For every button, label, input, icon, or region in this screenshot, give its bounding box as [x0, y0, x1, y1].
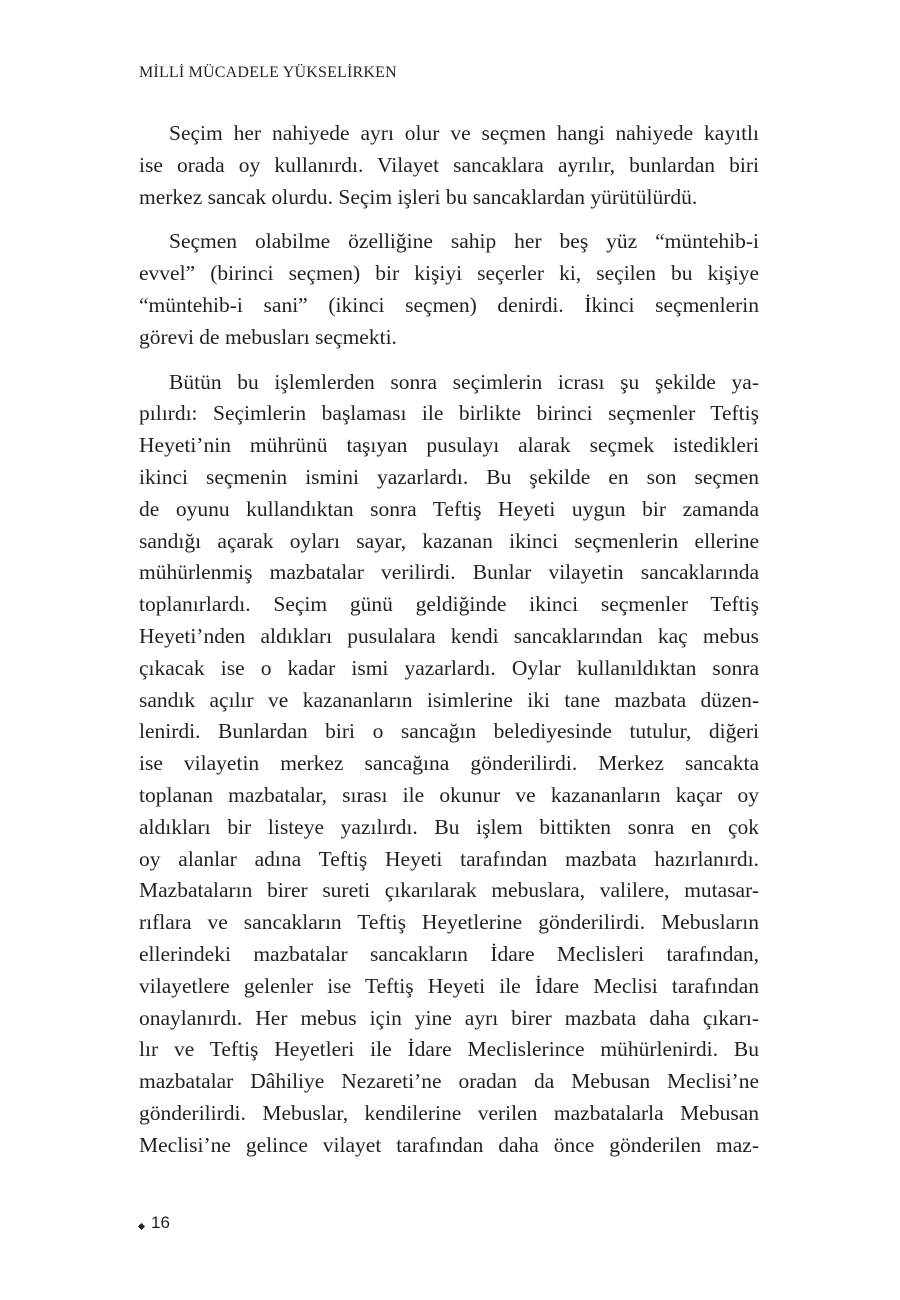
text-line: rıflara ve sancakların Teftiş Heyetlerine gönderilirdi. Mebusların	[139, 910, 759, 935]
body-text	[139, 118, 759, 1175]
text-line: aldıkları bir listeye yazılırdı. Bu işlem bittikten sonra en çok	[139, 814, 759, 839]
paragraph	[139, 118, 759, 213]
text-line: oy alanlar adına Teftiş Heyeti tarafından mazbata hazırlanırdı.	[139, 846, 759, 871]
text-line: vilayetlere gelenler ise Teftiş Heyeti ile İdare Meclisi tarafından	[139, 973, 759, 998]
text-line: çıkacak ise o kadar ismi yazarlardı. Oylar kullanıldıktan sonra	[139, 655, 759, 680]
text-line: Bütün bu işlemlerden sonra seçimlerin icrası şu şekilde ya-	[169, 369, 759, 394]
text-line: Seçmen olabilme özelliğine sahip her beş yüz “müntehib-i	[169, 229, 759, 254]
text-line: mühürlenmiş mazbatalar verilirdi. Bunlar vilayetin sancaklarında	[139, 560, 759, 585]
folio-diamond-icon	[138, 1222, 145, 1229]
text-line: toplanırlardı. Seçim günü geldiğinde ikinci seçmenler Teftiş	[139, 592, 759, 617]
text-line: Seçim her nahiyede ayrı olur ve seçmen hangi nahiyede kayıtlı	[169, 121, 759, 145]
running-head: MİLLİ MÜCADELE YÜKSELİRKEN	[139, 64, 397, 81]
text-line: toplanan mazbatalar, sırası ile okunur ve kazananların kaçar oy	[139, 782, 759, 807]
text-line: Mazbataların birer sureti çıkarılarak mebuslara, valilere, mutasar-	[139, 878, 759, 903]
text-line: “müntehib-i sani” (ikinci seçmen) denirdi. İkinci seçmenlerin	[139, 292, 759, 317]
page-number: 16	[151, 1213, 170, 1232]
text-line: ellerindeki mazbatalar sancakların İdare Meclisleri tarafından,	[139, 941, 759, 966]
text-line: lır ve Teftiş Heyetleri ile İdare Meclislerince mühürlenirdi. Bu	[139, 1037, 759, 1062]
text-line: ikinci seçmenin ismini yazarlardı. Bu şekilde en son seçmen	[139, 464, 759, 489]
text-line: Heyeti’nin mührünü taşıyan pusulayı alarak seçmek istedikleri	[139, 433, 759, 458]
page-footer	[139, 1213, 170, 1233]
text-line: evvel” (birinci seçmen) bir kişiyi seçerler ki, seçilen bu kişiye	[139, 261, 759, 286]
text-line: merkez sancak olurdu. Seçim işleri bu sancaklardan yürütülürdü.	[139, 184, 698, 209]
text-line: pılırdı: Seçimlerin başlaması ile birlikte birinci seçmenler Teftiş	[139, 401, 759, 426]
text-line: mazbatalar Dâhiliye Nezareti’ne oradan da Mebusan Meclisi’ne	[139, 1069, 759, 1094]
text-line: ise orada oy kullanırdı. Vilayet sancaklara ayrılır, bunlardan biri	[139, 152, 759, 177]
text-line: sandık açılır ve kazananların isimlerine iki tane mazbata düzen-	[139, 687, 759, 712]
paragraph	[139, 367, 759, 1162]
text-line: gönderilirdi. Mebuslar, kendilerine verilen mazbatalarla Mebusan	[139, 1100, 759, 1125]
text-line: Heyeti’nden aldıkları pusulalara kendi sancaklarından kaç mebus	[139, 623, 759, 648]
paragraph	[139, 226, 759, 353]
text-line: sandığı açarak oyları sayar, kazanan ikinci seçmenlerin ellerine	[139, 528, 759, 553]
text-line: onaylanırdı. Her mebus için yine ayrı birer mazbata daha çıkarı-	[139, 1005, 759, 1030]
text-line: görevi de mebusları seçmekti.	[139, 324, 397, 349]
text-line: Meclisi’ne gelince vilayet tarafından daha önce gönderilen maz-	[139, 1132, 759, 1157]
text-line: lenirdi. Bunlardan biri o sancağın belediyesinde tutulur, diğeri	[139, 719, 759, 744]
text-line: de oyunu kullandıktan sonra Teftiş Heyeti uygun bir zamanda	[139, 496, 759, 521]
text-line: ise vilayetin merkez sancağına gönderilirdi. Merkez sancakta	[139, 751, 759, 776]
